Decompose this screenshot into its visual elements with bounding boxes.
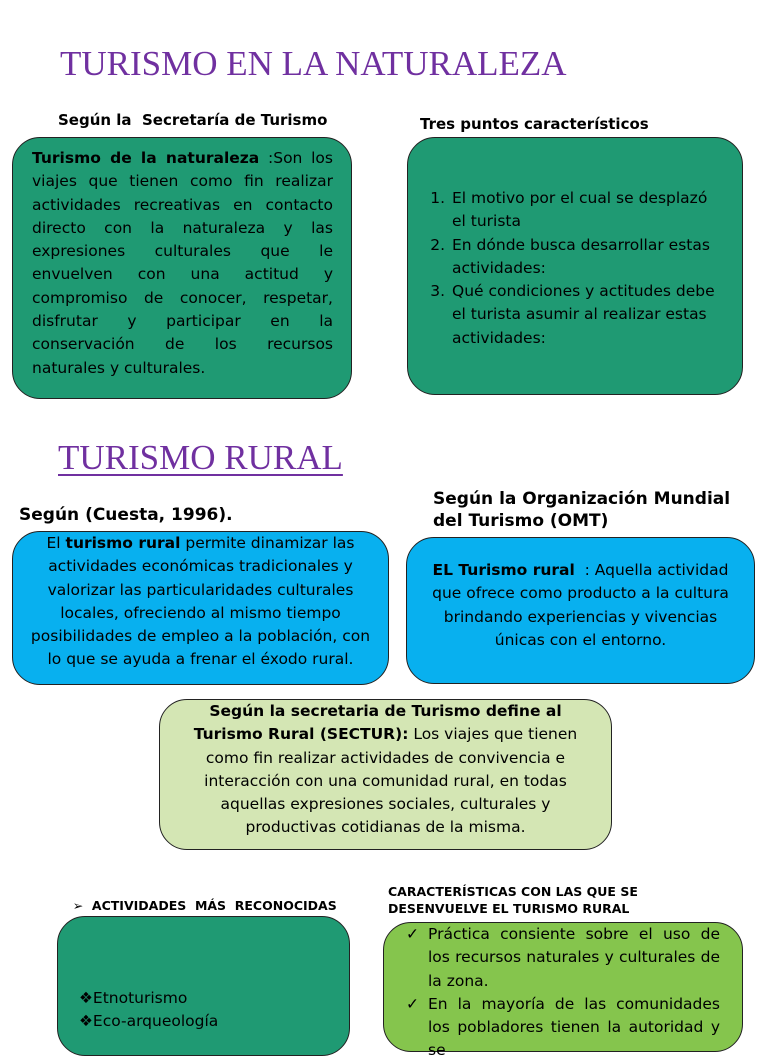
activities-box — [57, 916, 350, 1056]
activity-item — [79, 987, 349, 1010]
label-tres-puntos: Tres puntos característicos — [420, 115, 649, 133]
activity-label: Eco-arqueología — [92, 1012, 219, 1031]
characteristic-item — [406, 993, 720, 1063]
omt-term: EL Turismo rural — [432, 561, 575, 579]
definition-box-omt — [406, 537, 755, 684]
label-cuesta: Según (Cuesta, 1996). — [19, 505, 233, 525]
definition-box-sectur — [159, 699, 612, 850]
definition-box-naturaleza — [12, 137, 352, 399]
points-list — [426, 187, 724, 350]
title-turismo-rural: TURISMO RURAL — [58, 438, 343, 477]
diamond-bullet-icon: ❖ — [79, 1012, 93, 1031]
sectur-term: Según la secretaria de Turismo define al Turismo Rural (SECTUR): — [193, 702, 562, 744]
activity-item — [79, 1010, 349, 1033]
activities-label-text: ACTIVIDADES MÁS RECONOCIDAS — [91, 898, 337, 913]
diamond-bullet-icon: ❖ — [79, 989, 93, 1007]
cuesta-pre: El — [46, 534, 66, 552]
arrow-bullet-icon: ➢ — [72, 898, 84, 913]
label-caracteristicas: CARACTERÍSTICAS CON LAS QUE SE DESENVUELVE EL TURISMO RURAL — [388, 884, 638, 916]
label-omt: Según la Organización Mundial del Turismo (OMT) — [433, 489, 731, 531]
omt-text: : Aquella actividad que ofrece como producto a la cultura brindando experiencias y vivencias únicas con el entorno. — [432, 561, 734, 649]
characteristics-list — [406, 923, 720, 1063]
activity-label: Etnoturismo — [92, 989, 188, 1007]
check-icon: ✓ — [406, 925, 419, 943]
label-actividades — [64, 883, 337, 913]
check-icon: ✓ — [406, 994, 419, 1013]
point-item: 2. En dónde busca desarrollar estas actividades: — [450, 234, 724, 281]
characteristic-item — [406, 923, 720, 993]
point-item: 3. Qué condiciones y actitudes debe el turista asumir al realizar estas actividades: — [450, 280, 724, 350]
definition-term: Turismo de la naturaleza — [32, 149, 260, 167]
label-secretaria-turismo: Según la Secretaría de Turismo — [58, 111, 328, 129]
points-box — [407, 137, 743, 395]
title-turismo-naturaleza: TURISMO EN LA NATURALEZA — [60, 44, 567, 83]
cuesta-term: turismo rural — [65, 534, 181, 552]
sectur-text: Los viajes que tienen como fin realizar actividades de convivencia e interacción con una comunidad rural, en todas aquellas expresiones sociales, culturales y productivas cotidianas de la misma. — [204, 725, 578, 837]
characteristic-text: En la mayoría de las comunidades los pobladores tienen la autoridad y se — [428, 994, 720, 1060]
definition-box-cuesta — [12, 531, 389, 685]
characteristic-text: Práctica consiente sobre el uso de los recursos naturales y culturales de la zona. — [428, 925, 720, 990]
point-item: 1. El motivo por el cual se desplazó el turista — [450, 187, 724, 234]
definition-text: :Son los viajes que tienen como fin realizar actividades recreativas en contacto directo con la naturaleza y las expresiones culturales que le envuelven con una actitud y compromiso de conocer, respetar, disfrutar y participar en la conservación de los recursos naturales y culturales. — [32, 149, 333, 377]
activities-list — [79, 987, 349, 1034]
characteristics-box — [383, 922, 743, 1060]
cuesta-text: permite dinamizar las actividades económicas tradicionales y valorizar las particularidades culturales locales, ofreciendo al mismo tiempo posibilidades de empleo a la población, con lo que se ayuda a frenar el éxodo rural. — [30, 534, 371, 669]
